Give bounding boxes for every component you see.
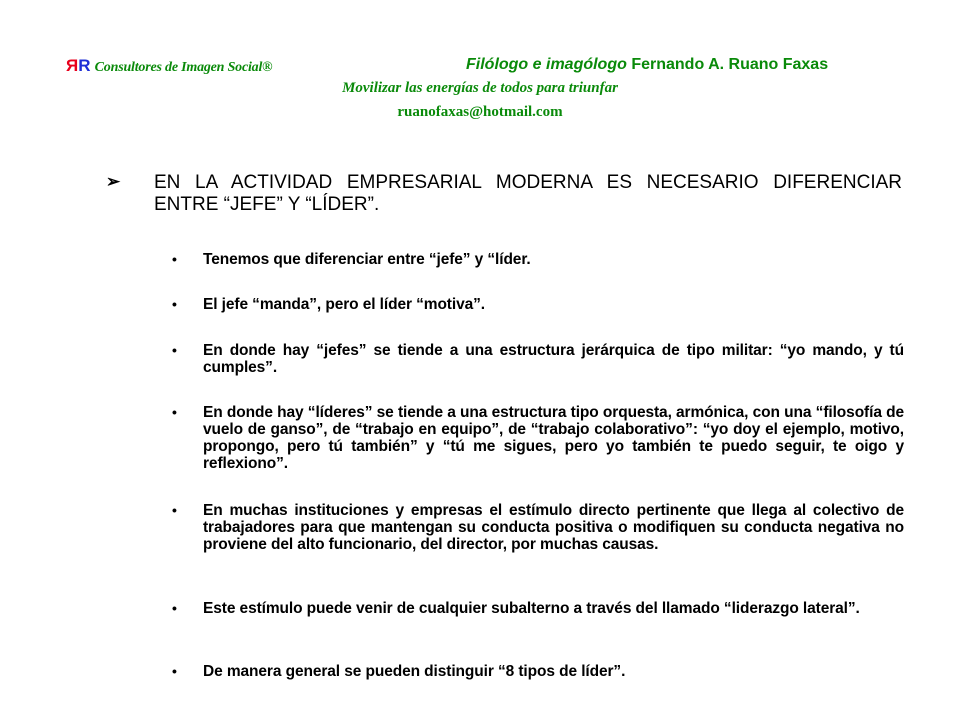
list-item: Tenemos que diferenciar entre “jefe” y “líder. [203,251,531,268]
list-item: En muchas instituciones y empresas el estímulo directo pertinente que llega al colectivo de trabajadores para que mantengan su conducta positiva o modifiquen su conducta negativa no proviene del alto funcionario, del director, por muchas causas. [203,502,904,553]
header-brand [66,56,272,78]
contact-email: ruanofaxas@hotmail.com [397,104,563,120]
author-role: Filólogo e imagólogo [466,56,627,73]
list-item: El jefe “manda”, pero el líder “motiva”. [203,296,485,313]
registered-mark: ® [262,60,273,75]
list-item: En donde hay “jefes” se tiende a una estructura jerárquica de tipo militar: “yo mando, y tú cumples”. [203,342,904,376]
arrow-bullet-icon: ➢ [106,172,121,191]
slogan [0,79,960,97]
logo-letter-reversed-r: Я [66,56,79,75]
list-item: De manera general se pueden distinguir “8 tipos de líder”. [203,663,626,680]
main-heading: EN LA ACTIVIDAD EMPRESARIAL MODERNA ES NECESARIO DIFERENCIAR ENTRE “JEFE” Y “LÍDER”. [154,172,902,215]
company-name: Consultores de Imagen Social [94,60,263,75]
bullet-icon: • [172,502,177,518]
list-item: En donde hay “líderes” se tiende a una estructura tipo orquesta, armónica, con una “filosofía de vuelo de ganso”, de “trabajo en equipo”, de “trabajo colaborativo”: “yo doy el ejemplo, motivo, propongo, pero tú también” y “tú me sigues, pero yo también te puedo seguir, te oigo y reflexiono”. [203,404,904,472]
bullet-icon: • [172,251,177,267]
slogan-text: Movilizar las energías de todos para triunfar [342,80,618,96]
bullet-icon: • [172,663,177,679]
header-author [466,55,828,75]
bullet-icon: • [172,342,177,358]
bullet-icon: • [172,404,177,420]
bullet-icon: • [172,296,177,312]
list-item: Este estímulo puede venir de cualquier subalterno a través del llamado “liderazgo lateral”. [203,600,860,617]
author-name: Fernando A. Ruano Faxas [631,56,829,73]
bullet-icon: • [172,600,177,616]
logo-letter-r: R [78,56,91,75]
